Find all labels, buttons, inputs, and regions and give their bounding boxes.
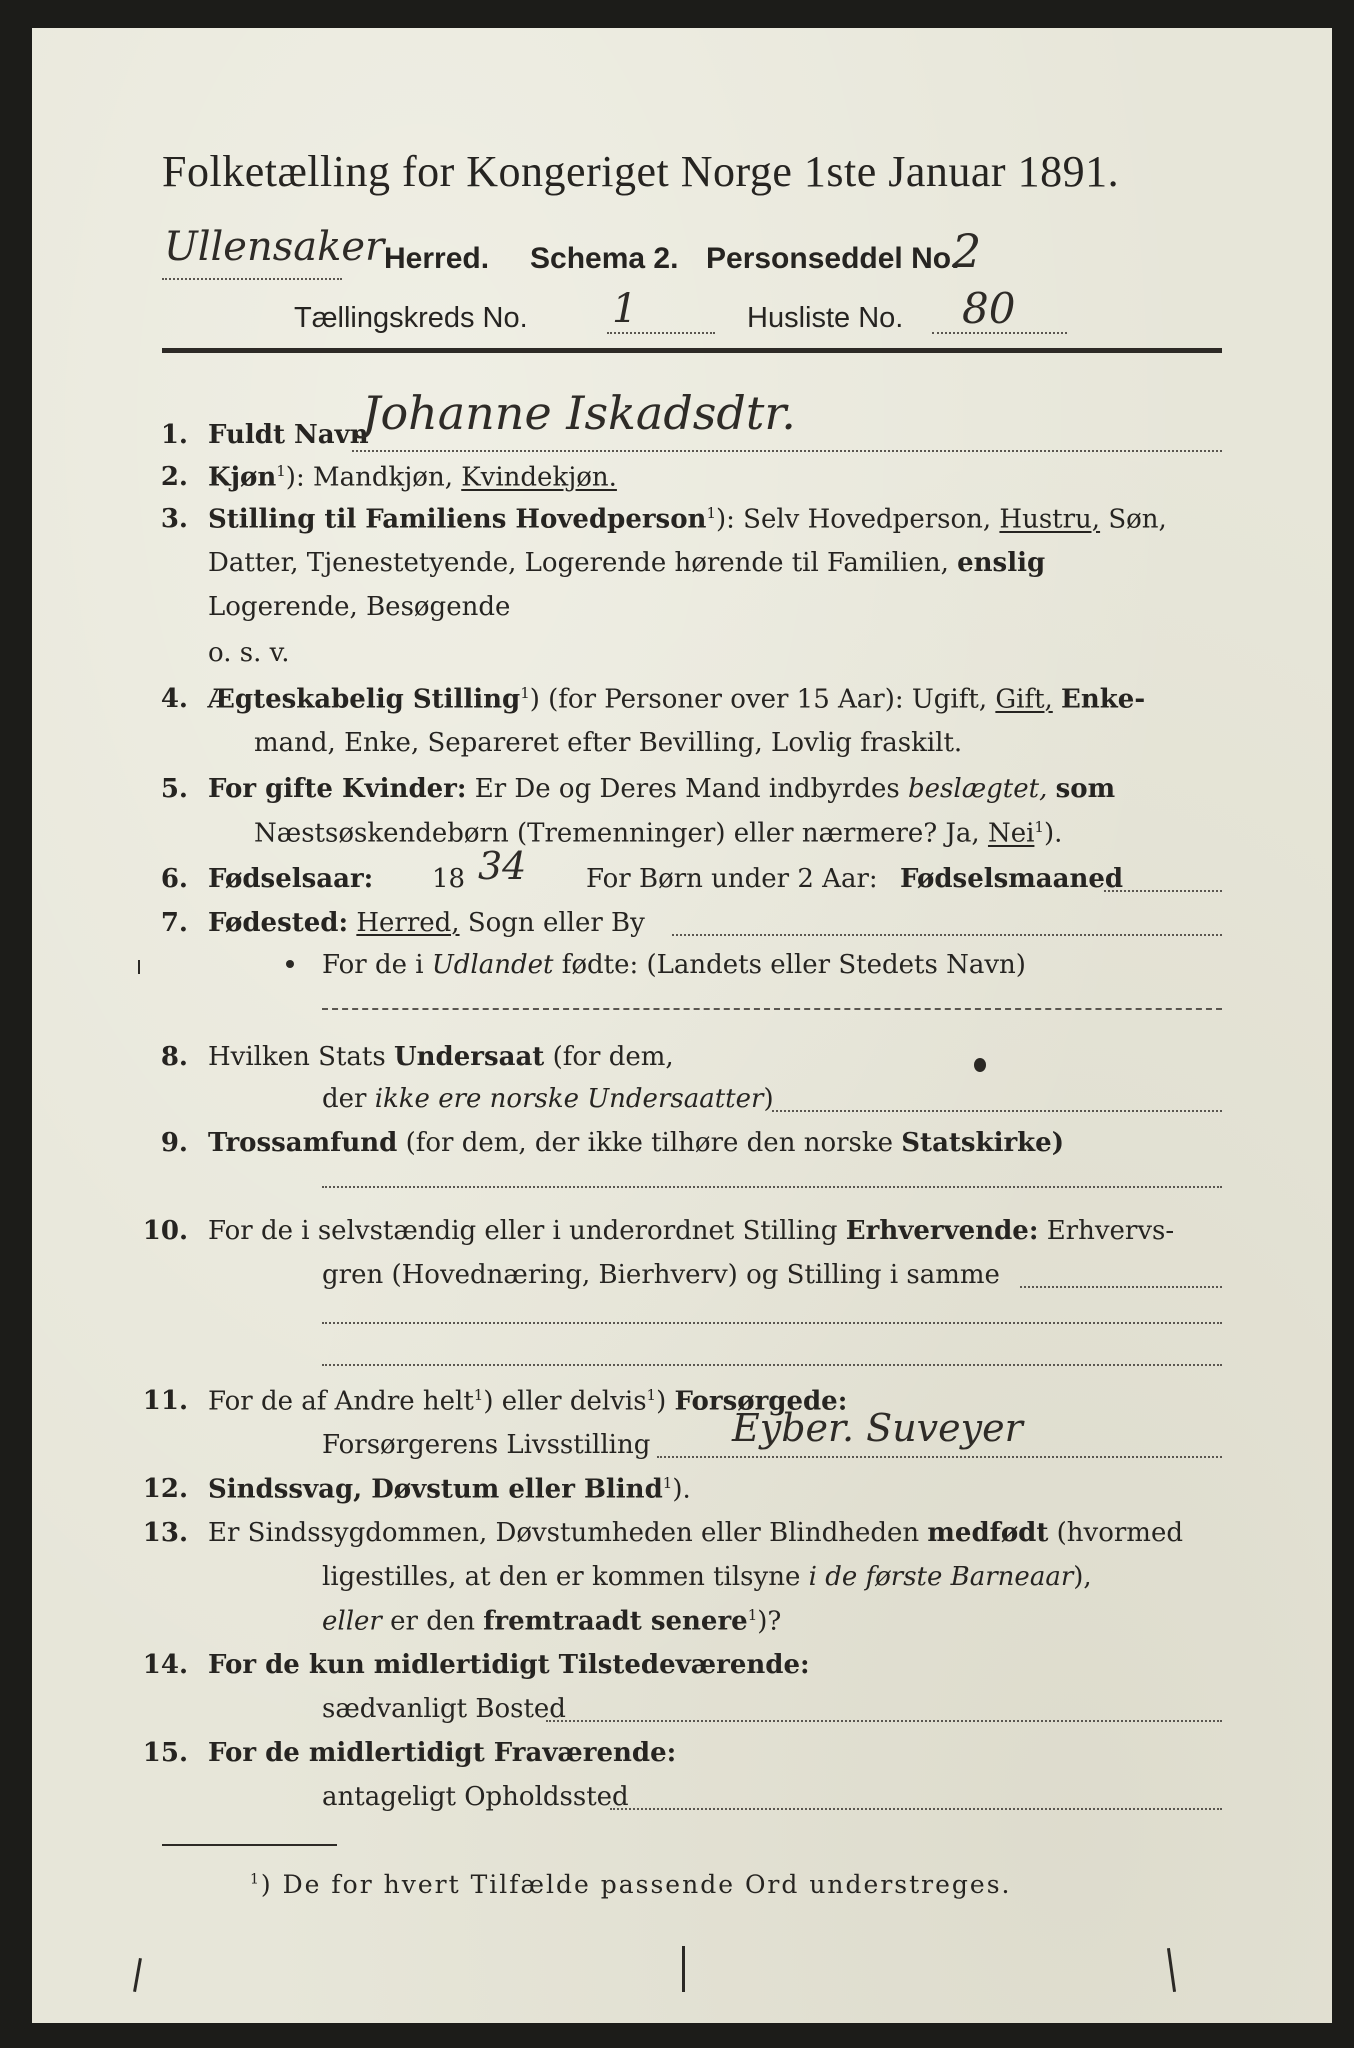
q3-text-a: ): Selv Hovedperson, bbox=[716, 504, 992, 535]
footnote bbox=[250, 1870, 1011, 1899]
q14-line2: sædvanligt Bosted bbox=[322, 1694, 566, 1724]
herred-dotline bbox=[162, 278, 342, 280]
q10-answer-line-2 bbox=[322, 1364, 1222, 1366]
q3-number: 3. bbox=[160, 504, 188, 534]
footnote-sup: 1 bbox=[250, 1871, 261, 1888]
q5-sup: 1 bbox=[1034, 818, 1044, 836]
q11-line1-a: For de af Andre helt bbox=[208, 1386, 474, 1417]
q15-dotline bbox=[610, 1808, 1222, 1810]
q13-sup: 1 bbox=[747, 1606, 758, 1624]
q7-label: Fødested: bbox=[208, 908, 349, 938]
q7-line2-b: fødte: (Landets eller Stedets Navn) bbox=[561, 950, 1026, 980]
q11-sup-a: 1 bbox=[473, 1386, 484, 1404]
q14-number: 14. bbox=[142, 1650, 188, 1680]
q9-number: 9. bbox=[160, 1128, 188, 1158]
q4-label: Ægteskabelig Stilling bbox=[208, 684, 521, 715]
q12-number: 12. bbox=[142, 1474, 188, 1504]
q15-number: 15. bbox=[142, 1738, 188, 1768]
q13-line2-a: ligestilles, at den er kommen tilsyne bbox=[322, 1562, 801, 1592]
bullet-icon bbox=[286, 960, 294, 968]
q8-line2-a: der bbox=[322, 1084, 367, 1114]
q14-label: For de kun midlertidigt Tilstedeværende: bbox=[208, 1650, 810, 1680]
q10-erhvervende: Erhvervende: bbox=[845, 1216, 1039, 1246]
footnote-text: ) De for hvert Tilfælde passende Ord understreges. bbox=[260, 1870, 1012, 1899]
q13-fremtraadt: fremtraadt senere bbox=[483, 1606, 748, 1637]
taellingskreds-value: 1 bbox=[612, 286, 638, 332]
q3-line3: Logerende, Besøgende bbox=[208, 592, 511, 622]
q4-line2: mand, Enke, Separeret efter Bevilling, Lovlig fraskilt. bbox=[254, 728, 963, 758]
q6-label: Fødselsaar: bbox=[208, 864, 374, 894]
q4-sup: 1 bbox=[520, 684, 530, 702]
q7-line1 bbox=[208, 908, 645, 938]
q9-text: (for dem, der ikke tilhøre den norske bbox=[405, 1128, 894, 1158]
q8-line2-ital: ikke ere norske Undersaatter bbox=[374, 1084, 764, 1114]
q15-line2: antageligt Opholdssted bbox=[322, 1782, 629, 1812]
q1-dotline bbox=[352, 450, 1222, 452]
q3-enslig: enslig bbox=[957, 548, 1046, 578]
q6-prefix: 18 bbox=[432, 864, 466, 894]
q3-text-c: Søn, bbox=[1108, 504, 1167, 535]
q9-label: Trossamfund bbox=[208, 1128, 398, 1158]
q7-udlandet: Udlandet bbox=[431, 950, 554, 980]
q7-answer-line bbox=[322, 1008, 1222, 1010]
q10-answer-line-1 bbox=[322, 1322, 1222, 1324]
q10-line1 bbox=[208, 1216, 1174, 1246]
q13-line2 bbox=[322, 1562, 1092, 1592]
q15-label: For de midlertidigt Fraværende: bbox=[208, 1738, 677, 1768]
scan-mark bbox=[974, 1058, 986, 1072]
q3-sup: 1 bbox=[706, 504, 716, 522]
q13-line1-b: (hvormed bbox=[1056, 1518, 1183, 1548]
q5-number: 5. bbox=[160, 774, 188, 804]
q11-line1-b: ) eller delvis bbox=[483, 1386, 647, 1417]
q3-line2-text: Datter, Tjenestetyende, Logerende hørende til Familien, bbox=[208, 548, 949, 578]
footnote-rule bbox=[162, 1844, 337, 1846]
q13-line2-ital: i de første Barneaar bbox=[808, 1562, 1074, 1592]
q5-beslaegtet: beslægtet, bbox=[908, 774, 1048, 804]
q9-statskirke: Statskirke) bbox=[901, 1128, 1065, 1158]
q1-number: 1. bbox=[160, 420, 188, 450]
q13-eller: eller bbox=[322, 1606, 382, 1637]
form-title: Folketælling for Kongeriget Norge 1ste Januar 1891. bbox=[162, 147, 1120, 196]
q8-undersaat: Undersaat bbox=[393, 1042, 545, 1072]
q7-dotline bbox=[672, 934, 1222, 936]
schema-label: Schema 2. bbox=[530, 242, 679, 275]
q3-label: Stilling til Familiens Hovedperson bbox=[208, 504, 707, 535]
taellingskreds-dotline bbox=[607, 332, 715, 334]
q3-line1 bbox=[208, 504, 1167, 535]
q11-number: 11. bbox=[142, 1386, 188, 1416]
q9-line1 bbox=[208, 1128, 1064, 1158]
q8-line2-b: ) bbox=[763, 1084, 774, 1114]
q6-label-b: Fødselsmaaned bbox=[900, 864, 1124, 894]
q5-line2 bbox=[254, 818, 1062, 849]
scan-mark bbox=[1167, 1948, 1176, 1992]
q4-text-a: ) (for Personer over 15 Aar): Ugift, bbox=[529, 684, 988, 715]
q10-number: 10. bbox=[142, 1216, 188, 1246]
q11-sup-b: 1 bbox=[646, 1386, 657, 1404]
scan-mark bbox=[138, 960, 140, 974]
q3-hustru: Hustru, bbox=[999, 504, 1101, 535]
personseddel-value: 2 bbox=[952, 224, 982, 278]
q1-label: Fuldt Navn bbox=[208, 420, 369, 450]
q13-medfodt: medfødt bbox=[927, 1518, 1049, 1548]
q2-line bbox=[208, 462, 617, 493]
q12-tail: ). bbox=[672, 1474, 691, 1505]
q4-number: 4. bbox=[160, 684, 188, 714]
herred-handwritten: Ullensaker bbox=[164, 224, 385, 270]
q10-line1-b: Erhvervs- bbox=[1046, 1216, 1175, 1246]
q5-nei: Nei bbox=[987, 818, 1035, 849]
scan-mark bbox=[133, 1958, 142, 1992]
q13-line1 bbox=[208, 1518, 1183, 1548]
q1-name-value: Johanne Iskadsdtr. bbox=[362, 386, 796, 440]
q11-livsstilling-value: Eyber. Suveyer bbox=[732, 1406, 1023, 1450]
q11-forsorgede: Forsørgede: bbox=[674, 1386, 848, 1417]
taellingskreds-label: Tællingskreds No. bbox=[294, 302, 528, 334]
q2-text-a: ): Mandkjøn, bbox=[285, 462, 453, 493]
q9-answer-line bbox=[322, 1186, 1222, 1188]
q7-line2-a: For de i bbox=[322, 950, 424, 980]
q8-line1-a: Hvilken Stats bbox=[208, 1042, 386, 1072]
q7-herred: Herred, bbox=[356, 908, 460, 938]
q3-line2 bbox=[208, 548, 1045, 578]
q5-text-a: Er De og Deres Mand indbyrdes bbox=[474, 774, 900, 804]
q2-label: Kjøn bbox=[208, 462, 277, 493]
q4-gift: Gift, bbox=[995, 684, 1053, 715]
q5-line2-text: Næstsøskendebørn (Tremenninger) eller nærmere? Ja, bbox=[254, 818, 980, 849]
q5-label: For gifte Kvinder: bbox=[208, 774, 467, 804]
q12-line bbox=[208, 1474, 691, 1505]
q14-dotline bbox=[546, 1720, 1222, 1722]
q13-line3-a: er den bbox=[390, 1606, 475, 1637]
q4-line1 bbox=[208, 684, 1145, 715]
husliste-value: 80 bbox=[962, 284, 1016, 333]
q4-text-c: Enke- bbox=[1061, 684, 1146, 715]
q12-sup: 1 bbox=[662, 1474, 673, 1492]
q11-line1-c: ) bbox=[656, 1386, 667, 1417]
q7-number: 7. bbox=[160, 908, 188, 938]
q10-dotline bbox=[1020, 1286, 1222, 1288]
q8-line2 bbox=[322, 1084, 774, 1114]
q13-tail: )? bbox=[757, 1606, 782, 1637]
q8-line1 bbox=[208, 1042, 674, 1072]
personseddel-label: Personseddel No. bbox=[706, 242, 960, 275]
q12-label: Sindssvag, Døvstum eller Blind bbox=[208, 1474, 663, 1505]
q5-tail: ). bbox=[1043, 818, 1063, 849]
q8-line1-b: (for dem, bbox=[552, 1042, 674, 1072]
q6-dotline bbox=[1104, 890, 1222, 892]
census-form bbox=[32, 28, 1332, 2023]
q5-line1 bbox=[208, 774, 1115, 804]
scan-mark bbox=[682, 1946, 685, 1992]
husliste-dotline bbox=[932, 332, 1067, 334]
q6-number: 6. bbox=[160, 864, 188, 894]
q13-line1-a: Er Sindssygdommen, Døvstumheden eller Blindheden bbox=[208, 1518, 920, 1548]
q11-line2: Forsørgerens Livsstilling bbox=[322, 1430, 651, 1460]
q3-line4: o. s. v. bbox=[208, 638, 290, 668]
q6-text-b: For Børn under 2 Aar: bbox=[586, 864, 878, 894]
herred-label: Herred. bbox=[384, 242, 490, 275]
q7-text-b: Sogn eller By bbox=[467, 908, 645, 938]
q2-number: 2. bbox=[160, 462, 188, 492]
q8-dotline bbox=[772, 1110, 1222, 1112]
header-rule bbox=[162, 348, 1222, 353]
q13-line3 bbox=[322, 1606, 781, 1637]
q10-line2: gren (Hovednæring, Bierhverv) og Stilling i samme bbox=[322, 1260, 1000, 1290]
q6-year-value: 34 bbox=[478, 844, 527, 888]
husliste-label: Husliste No. bbox=[747, 302, 904, 334]
q11-dotline bbox=[657, 1456, 1222, 1458]
q2-sup: 1 bbox=[276, 462, 286, 480]
q13-line2-b: ), bbox=[1073, 1562, 1092, 1592]
q7-line2 bbox=[322, 950, 1026, 980]
q10-line1-a: For de i selvstændig eller i underordnet Stilling bbox=[208, 1216, 838, 1246]
q13-number: 13. bbox=[142, 1518, 188, 1548]
q8-number: 8. bbox=[160, 1042, 188, 1072]
q2-kvindekjon: Kvindekjøn. bbox=[461, 462, 617, 493]
q5-som: som bbox=[1055, 774, 1116, 804]
